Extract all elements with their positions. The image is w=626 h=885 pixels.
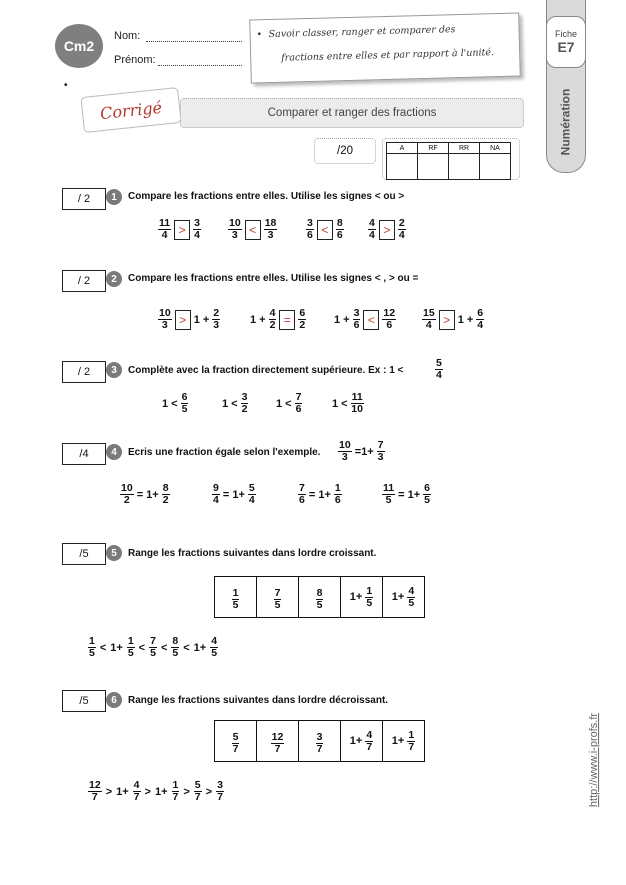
answer: $\frac{11}{5}$ = 1+ $\frac{6}{5}$	[383, 482, 430, 506]
table-cell: 1+ $\frac{1}{5}$	[341, 577, 383, 618]
comparison	[306, 218, 344, 241]
eval-header: RR	[449, 143, 480, 154]
one: 1	[193, 313, 200, 326]
comparison	[228, 218, 277, 241]
eval-cell[interactable]	[480, 154, 511, 180]
fraction: $\frac{4}{2}$	[269, 307, 276, 331]
fractions-table	[214, 720, 425, 762]
example-fraction: 5 4	[436, 357, 442, 381]
exercise-instruction: Ecris une fraction égale selon l'exemple.	[128, 447, 321, 458]
fraction: $\frac{5}{4}$	[248, 482, 255, 506]
source-url-text[interactable]: http://www.i-profs.fr	[588, 712, 601, 808]
source-url[interactable]	[584, 690, 604, 830]
fraction: 11 4	[159, 217, 171, 241]
fraction: $\frac{10}{2}$	[121, 482, 133, 506]
fraction: $\frac{7}{6}$	[299, 482, 305, 506]
objective-card	[249, 12, 521, 83]
fraction: 15 4	[423, 307, 435, 331]
fraction: 11 10	[351, 391, 363, 415]
eval-cell[interactable]	[387, 154, 418, 180]
page-title: Comparer et ranger des fractions	[180, 98, 524, 128]
plus: +	[259, 313, 266, 326]
fraction: $\frac{9}{4}$	[213, 482, 219, 506]
bullet-dot: •	[64, 80, 68, 91]
eval-cell[interactable]	[449, 154, 480, 180]
nom-field[interactable]	[146, 31, 242, 42]
evaluation-table	[386, 142, 511, 180]
level-badge	[55, 24, 103, 68]
answer-sign[interactable]: <	[363, 310, 379, 330]
subject-text: Numération	[558, 88, 572, 156]
fraction: 6 5	[181, 391, 188, 415]
fraction: $\frac{2}{3}$	[213, 307, 220, 331]
answer-sign[interactable]: >	[379, 220, 395, 240]
fractions-table	[214, 576, 425, 618]
exercise-number: 5	[106, 545, 122, 561]
answer-sign[interactable]: <	[317, 220, 333, 240]
plus: +	[466, 313, 474, 326]
exercise-number: 3	[106, 362, 122, 378]
table-cell: $\frac{5}{7}$	[215, 721, 257, 762]
fraction: 10 3	[159, 307, 171, 331]
exercise-instruction: Complète avec la fraction directement supérieure. Ex : 1 <	[128, 365, 404, 376]
example: $\frac{10}{3}$ =1+ $\frac{7}{3}$	[339, 439, 384, 463]
level-text: Cm2	[63, 38, 95, 54]
fraction: $\frac{11}{5}$	[383, 482, 395, 506]
table-cell: 1+ $\frac{4}{5}$	[383, 577, 425, 618]
answer-sign[interactable]: =	[279, 310, 295, 330]
answer: 1 < 3 2	[222, 391, 248, 415]
fraction: $\frac{10}{3}$	[339, 439, 351, 463]
comparison	[158, 218, 201, 241]
answer-sign[interactable]: >	[175, 310, 191, 330]
total-score: /20	[314, 138, 376, 164]
exercise-number: 6	[106, 692, 122, 708]
fraction: 2 4	[398, 217, 405, 241]
points-box: / 2	[62, 361, 106, 383]
fraction: 4 4	[369, 217, 375, 241]
eval-header: NA	[480, 143, 511, 154]
subject-label	[546, 72, 584, 172]
comparison	[422, 308, 484, 331]
comparison	[158, 308, 220, 331]
one: 1	[250, 313, 257, 326]
objective-bullet: •	[256, 29, 263, 41]
exercise-number: 4	[106, 444, 122, 460]
exercise-instruction: Compare les fractions entre elles. Utilise les signes < , > ou =	[128, 273, 419, 284]
fraction: $\frac{7}{3}$	[377, 439, 384, 463]
table-cell: $\frac{3}{7}$	[299, 721, 341, 762]
fiche-label: Fiche	[554, 29, 577, 39]
table-cell: 1+ $\frac{4}{7}$	[341, 721, 383, 762]
fraction: 3 6	[307, 217, 313, 241]
corrige-stamp: Corrigé	[80, 87, 181, 133]
points-box: /5	[62, 690, 106, 712]
comparison	[250, 308, 306, 331]
fraction: $\frac{8}{2}$	[162, 482, 169, 506]
ordered-answer: 1 5 < 1+ $\frac{1}{5}$ < 7 5 < 8 5 < 1+ $\frac{4}{5}$	[89, 635, 218, 659]
fraction: 10 3	[229, 217, 241, 241]
ordered-answer: 12 7 > 1+ $\frac{4}{7}$ > 1+ $\frac{1}{7}$ > 5 7 > 3 7	[89, 779, 223, 803]
table-cell: 1+ $\frac{1}{7}$	[383, 721, 425, 762]
prenom-label: Prénom:	[114, 54, 156, 66]
answer-sign[interactable]: >	[174, 220, 190, 240]
objective-line-1: Savoir classer, ranger et comparer des	[268, 24, 456, 41]
answer: $\frac{9}{4}$ = 1+ $\frac{5}{4}$	[213, 482, 255, 506]
eval-header: A	[387, 143, 418, 154]
one: 1	[334, 313, 341, 326]
answer: $\frac{7}{6}$ = 1+ $\frac{1}{6}$	[299, 482, 341, 506]
fraction: 8 6	[336, 217, 343, 241]
fraction: 18 3	[264, 217, 277, 241]
answer: 1 < 11 10	[332, 391, 363, 415]
fraction: $\frac{6}{5}$	[424, 482, 430, 506]
exercise-instruction: Compare les fractions entre elles. Utilise les signes < ou >	[128, 191, 405, 202]
fraction: $\frac{6}{2}$	[299, 307, 306, 331]
answer: $\frac{10}{2}$ = 1+ $\frac{8}{2}$	[121, 482, 169, 506]
objective-line-2: fractions entre elles et par rapport à l'unité.	[281, 47, 495, 64]
plus: +	[202, 313, 210, 326]
eval-cell[interactable]	[418, 154, 449, 180]
table-cell: $\frac{7}{5}$	[257, 577, 299, 618]
fraction: $\frac{1}{6}$	[334, 482, 341, 506]
points-box: / 2	[62, 270, 106, 292]
fraction: $\frac{6}{4}$	[477, 307, 484, 331]
table-cell: $\frac{12}{7}$	[257, 721, 299, 762]
answer: 1 < 7 6	[276, 391, 302, 415]
plus: +	[343, 313, 350, 326]
exercise-number: 1	[106, 189, 122, 205]
fiche-code: E7	[557, 39, 575, 55]
fraction: $\frac{3}{6}$	[353, 307, 360, 331]
table-cell: $\frac{8}{5}$	[299, 577, 341, 618]
table-cell: $\frac{1}{5}$	[215, 577, 257, 618]
points-box: /4	[62, 443, 106, 465]
nom-label: Nom:	[114, 30, 141, 42]
comparison	[334, 308, 396, 331]
answer-sign[interactable]: <	[245, 220, 261, 240]
comparison	[368, 218, 406, 241]
answer: 1 < 6 5	[162, 391, 188, 415]
eval-header: RF	[418, 143, 449, 154]
points-box: /5	[62, 543, 106, 565]
fiche-label-box	[546, 16, 586, 68]
fraction: 12 6	[383, 307, 396, 331]
exercise-instruction: Range les fractions suivantes dans lordre croissant.	[128, 548, 377, 559]
fraction: 3 4	[194, 217, 200, 241]
fraction: 7 6	[295, 391, 302, 415]
one: 1	[457, 313, 464, 326]
fraction: 3 2	[241, 391, 248, 415]
answer-sign[interactable]: >	[439, 310, 455, 330]
exercise-instruction: Range les fractions suivantes dans lordre décroissant.	[128, 695, 389, 706]
points-box: / 2	[62, 188, 106, 210]
exercise-number: 2	[106, 271, 122, 287]
prenom-field[interactable]	[158, 55, 242, 66]
